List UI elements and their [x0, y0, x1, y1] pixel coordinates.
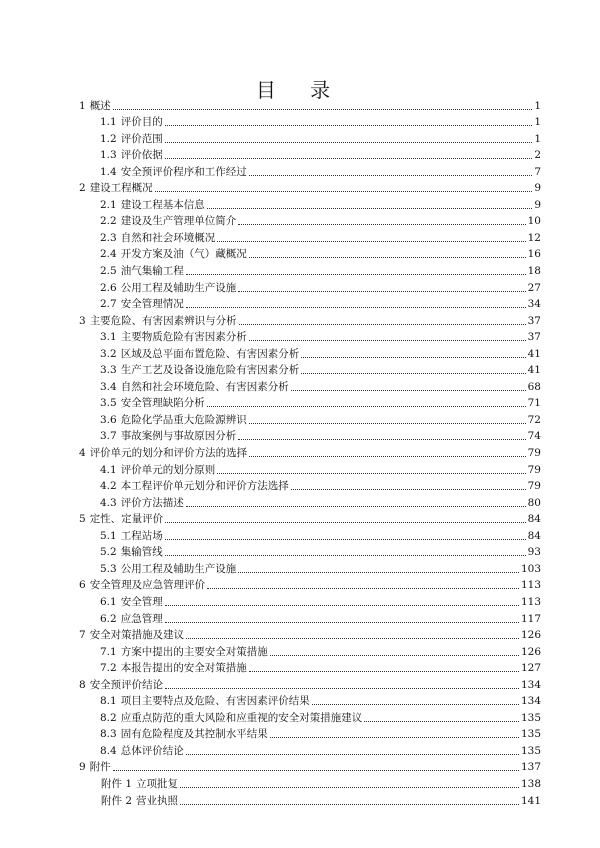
toc-entry-number: 5.3 — [100, 562, 117, 575]
toc-entry-label: 附件 — [89, 761, 111, 774]
dot-leader — [165, 688, 519, 689]
dot-leader — [155, 191, 533, 192]
dot-leader — [238, 224, 525, 225]
toc-entry-number: 6.2 — [100, 612, 117, 625]
dot-leader — [249, 423, 526, 424]
toc-entry-label: 概述 — [89, 99, 111, 112]
dot-leader — [238, 439, 525, 440]
toc-entry[interactable] — [79, 411, 541, 428]
toc-entry-number: 1.1 — [100, 116, 117, 129]
toc-entry-number: 5.2 — [100, 546, 117, 559]
toc-entry[interactable] — [79, 262, 541, 279]
dot-leader — [180, 787, 519, 788]
dot-leader — [186, 307, 526, 308]
toc-entry-label: 危险化学品重大危险源辨识 — [120, 413, 247, 426]
toc-entry[interactable] — [79, 312, 541, 329]
toc-entry-number: 4.1 — [100, 463, 117, 476]
toc-entry-page: 134 — [520, 678, 541, 691]
dot-leader — [270, 737, 519, 738]
toc-entry-label: 安全管理缺陷分析 — [120, 397, 205, 410]
toc-entry-number: 2.4 — [100, 248, 117, 261]
toc-entry-label: 公用工程及辅助生产设施 — [120, 281, 237, 294]
dot-leader — [165, 158, 533, 159]
toc-entry-page: 84 — [527, 529, 541, 542]
toc-entry-label: 安全预评价程序和工作经过 — [120, 165, 247, 178]
toc-entry[interactable] — [79, 660, 541, 677]
dot-leader — [113, 770, 519, 771]
toc-entry-page: 134 — [520, 695, 541, 708]
toc-entry-number: 4.3 — [100, 496, 117, 509]
dot-leader — [165, 555, 526, 556]
toc-entry-page: 2 — [534, 149, 541, 162]
toc-entry-label: 定性、定量评价 — [89, 513, 164, 526]
toc-entry-number: 1.3 — [100, 149, 117, 162]
toc-entry[interactable] — [79, 627, 541, 644]
toc-entry-page: 84 — [527, 513, 541, 526]
toc-entry[interactable] — [79, 693, 541, 710]
dot-leader — [207, 588, 519, 589]
toc-entry-page: 103 — [520, 562, 541, 575]
toc-entry-page: 37 — [527, 331, 541, 344]
toc-entry-label: 本报告提出的安全对策措施 — [120, 662, 247, 675]
toc-entry-page: 138 — [520, 777, 541, 790]
toc-entry-label: 安全管理及应急管理评价 — [89, 579, 206, 592]
toc-entry-label: 应急管理 — [120, 612, 163, 625]
dot-leader — [291, 489, 526, 490]
dot-leader — [291, 390, 526, 391]
dot-leader — [186, 274, 526, 275]
dot-leader — [113, 109, 533, 110]
dot-leader — [207, 208, 533, 209]
toc-entry-label: 集输管线 — [120, 546, 163, 559]
toc-entry[interactable] — [79, 577, 541, 594]
toc-entry-label: 评价范围 — [120, 132, 163, 145]
dot-leader — [312, 704, 519, 705]
toc-entry[interactable] — [79, 726, 541, 743]
page-title: 目 录 — [255, 78, 345, 102]
dot-leader — [238, 291, 525, 292]
toc-entry-label: 自然和社会环境危险、有害因素分析 — [120, 380, 289, 393]
dot-leader — [165, 142, 533, 143]
toc-entry[interactable] — [79, 395, 541, 412]
toc-entry-number: 2.6 — [100, 281, 117, 294]
toc-entry-page: 74 — [527, 430, 541, 443]
toc-entry-number: 1.4 — [100, 165, 117, 178]
toc-entry-number: 2.7 — [100, 298, 117, 311]
toc-entry-label: 评价单元的划分和评价方法的选择 — [89, 447, 248, 460]
toc-entry-label: 自然和社会环境概况 — [120, 231, 216, 244]
toc-entry-page: 113 — [520, 595, 541, 608]
toc-entry-number: 8.3 — [100, 728, 117, 741]
toc-entry-page: 16 — [527, 248, 541, 261]
toc-entry-number: 8.4 — [100, 744, 117, 757]
toc-entry[interactable] — [79, 742, 541, 759]
dot-leader — [165, 605, 519, 606]
toc-entry-page: 135 — [520, 728, 541, 741]
toc-entry-page: 37 — [527, 314, 541, 327]
toc-entry[interactable] — [79, 544, 541, 561]
toc-entry-number: 2.5 — [100, 265, 117, 278]
toc-entry-number: 3.3 — [100, 364, 117, 377]
toc-entry-label: 总体评价结论 — [120, 744, 184, 757]
dot-leader — [186, 754, 519, 755]
toc-entry-label: 安全管理情况 — [120, 298, 184, 311]
toc-entry-page: 9 — [534, 182, 541, 195]
toc-entry-label: 安全对策措施及建议 — [89, 629, 185, 642]
toc-entry-page: 79 — [527, 463, 541, 476]
toc-entry[interactable] — [79, 676, 541, 693]
toc-entry-page: 137 — [520, 761, 541, 774]
toc-entry[interactable] — [79, 229, 541, 246]
dot-leader — [186, 638, 519, 639]
toc-entry[interactable] — [79, 130, 541, 147]
toc-entry-number: 3.5 — [100, 397, 117, 410]
toc-entry[interactable] — [79, 345, 541, 362]
toc-entry[interactable] — [79, 196, 541, 213]
toc-entry[interactable] — [79, 428, 541, 445]
toc-entry[interactable] — [79, 759, 541, 776]
toc-entry[interactable] — [79, 494, 541, 511]
toc-entry-page: 1 — [534, 99, 541, 112]
toc-entry-page: 113 — [520, 579, 541, 592]
toc-entry-label: 立项批复 — [136, 777, 179, 790]
table-of-contents — [79, 97, 541, 809]
toc-entry[interactable] — [79, 378, 541, 395]
toc-entry-label: 主要物质危险有害因素分析 — [120, 331, 247, 344]
toc-entry-page: 71 — [527, 397, 541, 410]
dot-leader — [165, 125, 533, 126]
toc-entry[interactable] — [79, 180, 541, 197]
toc-entry-page: 12 — [527, 231, 541, 244]
toc-entry[interactable] — [79, 163, 541, 180]
toc-entry-page: 68 — [527, 380, 541, 393]
toc-entry-page: 41 — [527, 347, 541, 360]
toc-entry[interactable] — [79, 362, 541, 379]
toc-entry-number: 3.4 — [100, 380, 117, 393]
toc-entry-page: 9 — [534, 198, 541, 211]
toc-entry-number: 6.1 — [100, 595, 117, 608]
dot-leader — [249, 456, 525, 457]
toc-entry-number: 7.2 — [100, 662, 117, 675]
dot-leader — [186, 506, 526, 507]
toc-entry[interactable] — [79, 114, 541, 131]
toc-entry-number: 8.2 — [100, 711, 117, 724]
toc-entry-page: 127 — [520, 662, 541, 675]
dot-leader — [239, 324, 526, 325]
toc-entry-label: 公用工程及辅助生产设施 — [120, 562, 237, 575]
toc-entry-label: 项目主要特点及危险、有害因素评价结果 — [120, 695, 310, 708]
toc-entry-label: 生产工艺及设备设施危险有害因素分析 — [120, 364, 300, 377]
toc-entry-label: 开发方案及油（气）藏概况 — [120, 248, 247, 261]
toc-entry-label: 评价目的 — [120, 116, 163, 129]
toc-entry[interactable] — [79, 461, 541, 478]
toc-entry[interactable] — [79, 279, 541, 296]
toc-entry-label: 营业执照 — [136, 794, 179, 807]
dot-leader — [270, 655, 519, 656]
dot-leader — [249, 671, 519, 672]
dot-leader — [165, 522, 525, 523]
toc-entry-page: 117 — [520, 612, 541, 625]
toc-entry-number: 2.1 — [100, 198, 117, 211]
toc-entry-number: 8 — [79, 678, 86, 691]
toc-entry-page: 135 — [520, 744, 541, 757]
toc-entry-number: 2.2 — [100, 215, 117, 228]
toc-entry-page: 141 — [520, 794, 541, 807]
toc-entry[interactable] — [79, 478, 541, 495]
toc-entry-page: 72 — [527, 413, 541, 426]
toc-entry-number: 6 — [79, 579, 86, 592]
toc-entry-page: 18 — [527, 265, 541, 278]
toc-entry[interactable] — [79, 527, 541, 544]
toc-entry-number: 9 — [79, 761, 86, 774]
toc-entry-label: 方案中提出的主要安全对策措施 — [120, 645, 268, 658]
toc-entry-page: 79 — [527, 480, 541, 493]
toc-entry-number: 5.1 — [100, 529, 117, 542]
toc-entry-label: 区域及总平面布置危险、有害因素分析 — [120, 347, 300, 360]
toc-entry-number: 附件 1 — [101, 777, 133, 790]
toc-entry-page: 79 — [527, 447, 541, 460]
toc-entry[interactable] — [79, 709, 541, 726]
toc-entry-label: 应重点防范的重大风险和应重视的安全对策措施建议 — [120, 711, 363, 724]
toc-entry-label: 主要危险、有害因素辨识与分析 — [89, 314, 237, 327]
dot-leader — [301, 373, 525, 374]
toc-entry[interactable] — [79, 775, 541, 792]
toc-entry-number: 7 — [79, 629, 86, 642]
toc-entry-label: 建设及生产管理单位简介 — [120, 215, 237, 228]
toc-entry-label: 油气集输工程 — [120, 265, 184, 278]
toc-entry-number: 2.3 — [100, 231, 117, 244]
toc-entry-page: 135 — [520, 711, 541, 724]
toc-entry[interactable] — [79, 296, 541, 313]
toc-entry[interactable] — [79, 560, 541, 577]
toc-entry-label: 本工程评价单元划分和评价方法选择 — [120, 480, 289, 493]
toc-entry-number: 5 — [79, 513, 86, 526]
toc-entry[interactable] — [79, 643, 541, 660]
dot-leader — [217, 473, 525, 474]
toc-entry[interactable] — [79, 329, 541, 346]
toc-entry-number: 3.1 — [100, 331, 117, 344]
toc-entry-page: 126 — [520, 645, 541, 658]
toc-entry-page: 27 — [527, 281, 541, 294]
toc-entry-label: 评价依据 — [120, 149, 163, 162]
toc-entry-number: 8.1 — [100, 695, 117, 708]
toc-entry[interactable] — [79, 246, 541, 263]
toc-entry-label: 建设工程基本信息 — [120, 198, 205, 211]
dot-leader — [249, 257, 526, 258]
toc-entry-label: 建设工程概况 — [89, 182, 153, 195]
toc-entry-number: 7.1 — [100, 645, 117, 658]
dot-leader — [238, 572, 519, 573]
toc-entry[interactable] — [79, 792, 541, 809]
toc-entry-page: 93 — [527, 546, 541, 559]
toc-entry-page: 80 — [527, 496, 541, 509]
toc-entry-label: 固有危险程度及其控制水平结果 — [120, 728, 268, 741]
toc-entry[interactable] — [79, 610, 541, 627]
toc-entry-number: 1.2 — [100, 132, 117, 145]
toc-entry-label: 评价方法描述 — [120, 496, 184, 509]
dot-leader — [165, 539, 526, 540]
toc-entry-page: 1 — [534, 116, 541, 129]
toc-entry-page: 10 — [527, 215, 541, 228]
toc-entry-label: 事故案例与事故原因分析 — [120, 430, 237, 443]
toc-entry-page: 34 — [527, 298, 541, 311]
toc-entry-number: 4 — [79, 447, 86, 460]
toc-entry[interactable] — [79, 444, 541, 461]
toc-entry-number: 4.2 — [100, 480, 117, 493]
toc-entry-page: 41 — [527, 364, 541, 377]
toc-entry[interactable] — [79, 213, 541, 230]
toc-entry-label: 评价单元的划分原则 — [120, 463, 216, 476]
toc-entry[interactable] — [79, 147, 541, 164]
dot-leader — [249, 175, 533, 176]
dot-leader — [165, 622, 519, 623]
toc-entry-number: 3 — [79, 314, 86, 327]
dot-leader — [364, 721, 519, 722]
toc-entry[interactable] — [79, 511, 541, 528]
toc-entry[interactable] — [79, 97, 541, 114]
toc-entry-label: 安全管理 — [120, 595, 163, 608]
toc-entry-number: 附件 2 — [101, 794, 133, 807]
toc-entry[interactable] — [79, 593, 541, 610]
toc-entry-page: 126 — [520, 629, 541, 642]
toc-entry-number: 2 — [79, 182, 86, 195]
dot-leader — [180, 804, 519, 805]
dot-leader — [301, 357, 525, 358]
dot-leader — [249, 340, 526, 341]
dot-leader — [217, 241, 525, 242]
toc-entry-number: 3.2 — [100, 347, 117, 360]
toc-entry-label: 安全预评价结论 — [89, 678, 164, 691]
toc-entry-page: 7 — [534, 165, 541, 178]
toc-entry-number: 3.7 — [100, 430, 117, 443]
toc-entry-label: 工程站场 — [120, 529, 163, 542]
toc-entry-number: 1 — [79, 99, 86, 112]
toc-entry-number: 3.6 — [100, 413, 117, 426]
dot-leader — [207, 406, 526, 407]
toc-entry-page: 1 — [534, 132, 541, 145]
